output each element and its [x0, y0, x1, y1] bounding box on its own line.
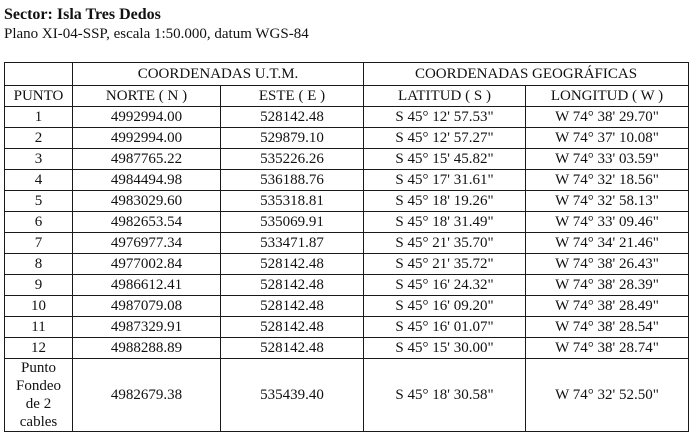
cell-norte: 4983029.60 [73, 191, 221, 212]
cell-punto: 7 [5, 233, 73, 254]
table-row-fondeo [5, 359, 689, 432]
fondeo-label-line-2: Fondeo [16, 378, 61, 394]
cell-norte: 4977002.84 [73, 254, 221, 275]
cell-norte: 4982653.54 [73, 212, 221, 233]
cell-latitud: S 45° 21' 35.70" [364, 233, 526, 254]
cell-longitud: W 74° 38' 28.49" [526, 296, 689, 317]
cell-longitud: W 74° 38' 28.39" [526, 275, 689, 296]
cell-este: 536188.76 [221, 170, 364, 191]
cell-longitud: W 74° 32' 18.56" [526, 170, 689, 191]
cell-norte: 4987765.22 [73, 149, 221, 170]
cell-este: 535439.40 [221, 359, 364, 432]
cell-latitud: S 45° 21' 35.72" [364, 254, 526, 275]
cell-norte: 4982679.38 [73, 359, 221, 432]
cell-punto: 4 [5, 170, 73, 191]
table-row [5, 254, 689, 275]
table-row [5, 338, 689, 359]
utm-group-header: COORDENADAS U.T.M. [73, 63, 364, 86]
cell-longitud: W 74° 38' 26.43" [526, 254, 689, 275]
cell-norte: 4976977.34 [73, 233, 221, 254]
column-header-longitud: LONGITUD ( W ) [526, 86, 689, 107]
cell-este: 535318.81 [221, 191, 364, 212]
cell-norte: 4992994.00 [73, 107, 221, 128]
page-subtitle: Plano XI-04-SSP, escala 1:50.000, datum WGS-84 [4, 26, 309, 42]
geo-group-header: COORDENADAS GEOGRÁFICAS [364, 63, 689, 86]
cell-latitud: S 45° 17' 31.61" [364, 170, 526, 191]
fondeo-label-line-4: cables [19, 414, 58, 430]
cell-norte: 4987329.91 [73, 317, 221, 338]
cell-este: 529879.10 [221, 128, 364, 149]
column-header-punto: PUNTO [5, 86, 73, 107]
cell-punto: 6 [5, 212, 73, 233]
cell-punto: 1 [5, 107, 73, 128]
cell-este: 528142.48 [221, 296, 364, 317]
table-column-header-row [5, 86, 689, 107]
cell-norte: 4988288.89 [73, 338, 221, 359]
table-header-empty-cell [5, 63, 73, 86]
cell-longitud: W 74° 38' 29.70" [526, 107, 689, 128]
fondeo-label-line-1: Punto [20, 360, 56, 376]
cell-latitud: S 45° 18' 19.26" [364, 191, 526, 212]
cell-norte: 4992994.00 [73, 128, 221, 149]
cell-longitud: W 74° 32' 52.50" [526, 359, 689, 432]
cell-longitud: W 74° 38' 28.54" [526, 317, 689, 338]
cell-punto: 2 [5, 128, 73, 149]
column-header-norte: NORTE ( N ) [73, 86, 221, 107]
table-row [5, 233, 689, 254]
cell-este: 533471.87 [221, 233, 364, 254]
cell-norte: 4986612.41 [73, 275, 221, 296]
cell-latitud: S 45° 15' 45.82" [364, 149, 526, 170]
table-row [5, 296, 689, 317]
cell-longitud: W 74° 37' 10.08" [526, 128, 689, 149]
cell-latitud: S 45° 15' 30.00" [364, 338, 526, 359]
cell-este: 528142.48 [221, 275, 364, 296]
cell-punto: 9 [5, 275, 73, 296]
cell-este: 528142.48 [221, 338, 364, 359]
cell-este: 535226.26 [221, 149, 364, 170]
cell-punto: 12 [5, 338, 73, 359]
cell-longitud: W 74° 33' 09.46" [526, 212, 689, 233]
cell-longitud: W 74° 34' 21.46" [526, 233, 689, 254]
table-row [5, 275, 689, 296]
table-row [5, 170, 689, 191]
cell-este: 528142.48 [221, 254, 364, 275]
cell-punto: 8 [5, 254, 73, 275]
cell-punto: 3 [5, 149, 73, 170]
cell-punto-fondeo [5, 359, 73, 432]
cell-latitud: S 45° 16' 24.32" [364, 275, 526, 296]
column-header-este: ESTE ( E ) [221, 86, 364, 107]
cell-longitud: W 74° 33' 03.59" [526, 149, 689, 170]
cell-norte: 4987079.08 [73, 296, 221, 317]
cell-latitud: S 45° 18' 31.49" [364, 212, 526, 233]
table-row [5, 128, 689, 149]
cell-latitud: S 45° 18' 30.58" [364, 359, 526, 432]
fondeo-label-line-3: de 2 [25, 396, 52, 412]
table-row [5, 149, 689, 170]
page-title: Sector: Isla Tres Dedos [4, 6, 161, 23]
cell-este: 535069.91 [221, 212, 364, 233]
table-row [5, 191, 689, 212]
cell-latitud: S 45° 12' 57.53" [364, 107, 526, 128]
cell-punto: 10 [5, 296, 73, 317]
cell-longitud: W 74° 38' 28.74" [526, 338, 689, 359]
table-body [5, 107, 689, 432]
table-group-header-row [5, 63, 689, 86]
cell-norte: 4984494.98 [73, 170, 221, 191]
cell-punto: 5 [5, 191, 73, 212]
cell-longitud: W 74° 32' 58.13" [526, 191, 689, 212]
cell-latitud: S 45° 12' 57.27" [364, 128, 526, 149]
table-row [5, 212, 689, 233]
table-row [5, 107, 689, 128]
table-row [5, 317, 689, 338]
cell-latitud: S 45° 16' 09.20" [364, 296, 526, 317]
cell-punto: 11 [5, 317, 73, 338]
coordinates-table [4, 62, 689, 432]
cell-este: 528142.48 [221, 107, 364, 128]
cell-latitud: S 45° 16' 01.07" [364, 317, 526, 338]
cell-este: 528142.48 [221, 317, 364, 338]
column-header-latitud: LATITUD ( S ) [364, 86, 526, 107]
